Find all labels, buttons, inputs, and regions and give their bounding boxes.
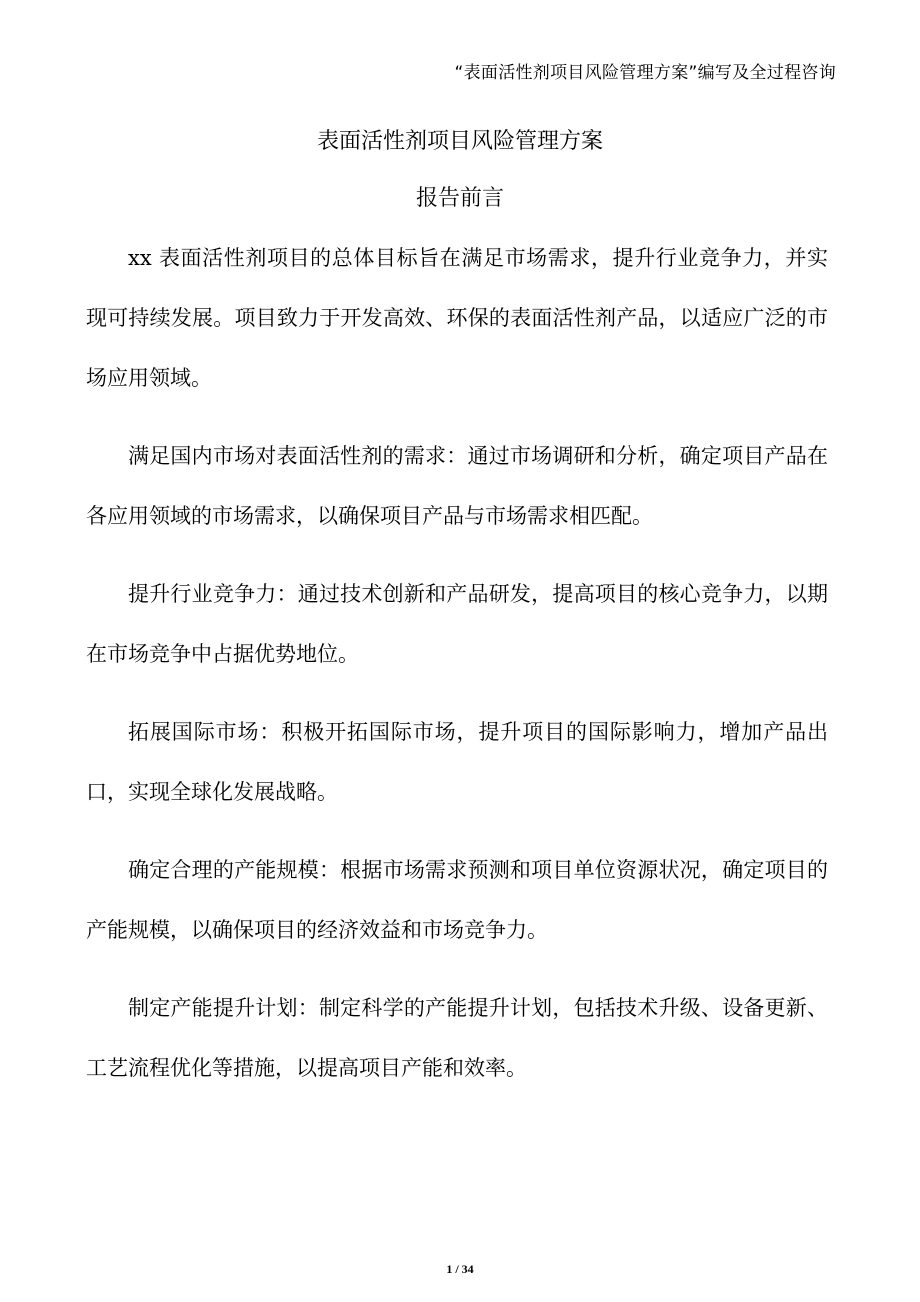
- running-header: “表面活性剂项目风险管理方案”编写及全过程咨询: [454, 63, 836, 83]
- paragraph: 满足国内市场对表面活性剂的需求：通过市场调研和分析，确定项目产品在各应用领域的市场需求，以确保项目产品与市场需求相匹配。: [86, 444, 828, 528]
- paragraph: xx 表面活性剂项目的总体目标旨在满足市场需求，提升行业竞争力，并实现可持续发展。项目致力于开发高效、环保的表面活性剂产品，以适应广泛的市场应用领域。: [86, 246, 828, 390]
- paragraph: 拓展国际市场：积极开拓国际市场，提升项目的国际影响力，增加产品出口，实现全球化发展战略。: [86, 720, 828, 804]
- paragraph: 提升行业竞争力：通过技术创新和产品研发，提高项目的核心竞争力，以期在市场竞争中占据优势地位。: [86, 582, 828, 666]
- paragraph: 制定产能提升计划：制定科学的产能提升计划，包括技术升级、设备更新、工艺流程优化等措施，以提高项目产能和效率。: [86, 996, 828, 1080]
- document-title: 表面活性剂项目风险管理方案: [316, 129, 603, 154]
- section-heading: 报告前言: [415, 186, 504, 211]
- paragraph: 确定合理的产能规模：根据市场需求预测和项目单位资源状况，确定项目的产能规模，以确保项目的经济效益和市场竞争力。: [86, 858, 828, 942]
- document-body: [86, 228, 828, 1116]
- page-number: 1 / 34: [446, 1262, 474, 1276]
